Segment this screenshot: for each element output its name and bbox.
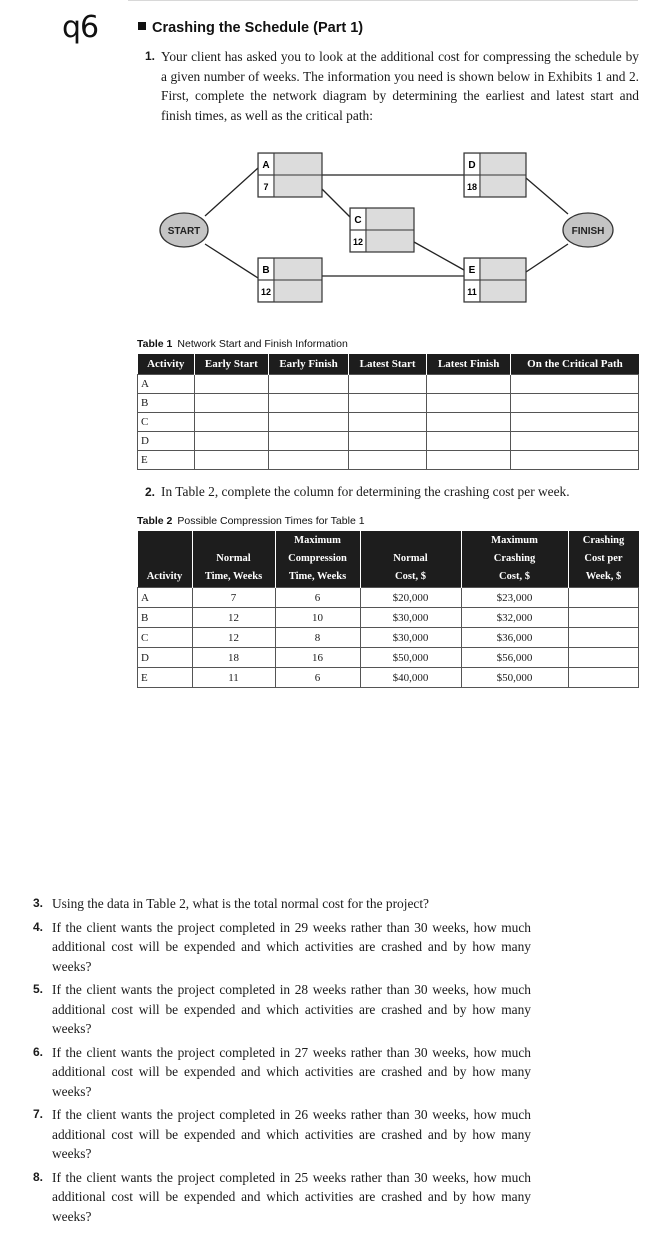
table-row <box>138 375 639 394</box>
header-line: Week, $ <box>585 571 622 582</box>
blank-cell[interactable] <box>268 394 349 413</box>
header-line: Time, Weeks <box>288 571 347 582</box>
question-number-label: 6. <box>33 1044 44 1059</box>
blank-cell[interactable] <box>349 451 427 470</box>
activity-cell: E <box>138 668 193 688</box>
max-crashing-cost-cell: $36,000 <box>461 628 568 648</box>
activity-cell: D <box>138 648 193 668</box>
header-line: Cost, $ <box>499 571 530 582</box>
table-1-activity-cell: E <box>138 451 195 470</box>
header-line: Normal <box>216 553 251 564</box>
activity-node-e <box>464 258 526 302</box>
max-compression-cell: 10 <box>275 608 360 628</box>
max-crashing-cost-cell: $32,000 <box>461 608 568 628</box>
node-e-label: E <box>468 265 476 276</box>
normal-cost-cell: $30,000 <box>360 628 461 648</box>
blank-cell[interactable] <box>349 413 427 432</box>
max-compression-cell: 8 <box>275 628 360 648</box>
table-1-header-row <box>138 354 639 375</box>
header-line: Maximum <box>491 535 538 546</box>
start-label: START <box>167 226 201 237</box>
question-6 <box>33 1043 531 1102</box>
table-row <box>138 432 639 451</box>
blank-cell[interactable] <box>426 375 511 394</box>
node-d-duration: 18 <box>466 182 478 192</box>
question-7 <box>33 1105 531 1164</box>
blank-cell[interactable] <box>268 432 349 451</box>
header-line: Crashing <box>582 535 625 546</box>
blank-cell[interactable] <box>349 375 427 394</box>
table-1-col-header: Latest Start <box>349 354 427 375</box>
question-4 <box>33 918 531 977</box>
blank-cell[interactable] <box>511 394 639 413</box>
blank-cell[interactable] <box>511 413 639 432</box>
normal-time-cell: 18 <box>192 648 275 668</box>
activity-cell: A <box>138 588 193 608</box>
table-1-col-header: Early Finish <box>268 354 349 375</box>
table-2-col-crashing-cost <box>568 531 639 588</box>
table-2-col-activity <box>138 531 193 588</box>
normal-cost-cell: $30,000 <box>360 608 461 628</box>
question-number-label: 3. <box>33 896 44 910</box>
table-1-activity-cell: D <box>138 432 195 451</box>
normal-time-cell: 12 <box>192 628 275 648</box>
table-2-col-max-crashing <box>461 531 568 588</box>
arrow-a-c <box>322 189 350 217</box>
table-2-header-row <box>138 531 639 588</box>
blank-cell[interactable] <box>268 451 349 470</box>
question-number-label: 4. <box>33 919 44 934</box>
node-c-duration: 12 <box>352 237 364 247</box>
table-1-col-header: Early Start <box>195 354 269 375</box>
normal-time-cell: 7 <box>192 588 275 608</box>
arrow-e-finish <box>526 244 568 272</box>
crashing-cost-cell[interactable] <box>568 668 639 688</box>
node-a-duration: 7 <box>263 182 269 192</box>
arrow-d-finish <box>526 178 568 214</box>
table-2-col-normal-time <box>192 531 275 588</box>
bullet-square-icon <box>138 22 146 30</box>
normal-time-cell: 11 <box>192 668 275 688</box>
crashing-cost-cell[interactable] <box>568 588 639 608</box>
blank-cell[interactable] <box>511 451 639 470</box>
header-line: Normal <box>393 553 428 564</box>
blank-cell[interactable] <box>195 394 269 413</box>
max-crashing-cost-cell: $50,000 <box>461 668 568 688</box>
node-b-label: B <box>262 265 270 276</box>
question-number-label: 5. <box>33 982 44 996</box>
blank-cell[interactable] <box>426 413 511 432</box>
arrow-c-e <box>414 242 464 270</box>
blank-cell[interactable] <box>195 413 269 432</box>
blank-cell[interactable] <box>349 394 427 413</box>
table-row <box>138 628 639 648</box>
table-row <box>138 394 639 413</box>
finish-node <box>563 213 613 247</box>
table-row <box>138 413 639 432</box>
blank-cell[interactable] <box>426 432 511 451</box>
question-number-label: 8. <box>33 1169 44 1184</box>
question-3 <box>33 894 531 914</box>
table-2-caption <box>137 515 365 527</box>
blank-cell[interactable] <box>349 432 427 451</box>
question-2-text: In Table 2, complete the column for determining the crashing cost per week. <box>161 484 570 499</box>
max-compression-cell: 6 <box>275 668 360 688</box>
question-1-number: 1. <box>145 49 156 63</box>
crashing-cost-cell[interactable] <box>568 648 639 668</box>
table-row <box>138 451 639 470</box>
table-1-col-header: Latest Finish <box>426 354 511 375</box>
activity-node-d <box>464 153 526 197</box>
question-1 <box>145 47 639 125</box>
arrow-start-a <box>205 168 258 216</box>
table-row <box>138 608 639 628</box>
table-row <box>138 648 639 668</box>
table-1-label: Table 1 <box>137 338 173 350</box>
table-row <box>138 668 639 688</box>
blank-cell[interactable] <box>511 375 639 394</box>
question-text: If the client wants the project completed in 27 weeks rather than 30 weeks, how much additional cost will be expended and which activities are crashed and by how many weeks? <box>52 1044 531 1099</box>
normal-cost-cell: $20,000 <box>360 588 461 608</box>
table-1-col-header: Activity <box>138 354 195 375</box>
blank-cell[interactable] <box>195 375 269 394</box>
header-line: Maximum <box>294 535 341 546</box>
question-text: Using the data in Table 2, what is the total normal cost for the project? <box>52 896 429 911</box>
max-crashing-cost-cell: $56,000 <box>461 648 568 668</box>
header-line: Crashing <box>493 553 536 564</box>
table-2-label: Table 2 <box>137 515 173 527</box>
table-row <box>138 588 639 608</box>
start-node <box>160 213 208 247</box>
normal-cost-cell: $50,000 <box>360 648 461 668</box>
table-1-title: Network Start and Finish Information <box>177 338 348 350</box>
question-5 <box>33 980 531 1039</box>
table-2-col-max-compression <box>275 531 360 588</box>
node-c-label: C <box>354 215 362 226</box>
blank-cell[interactable] <box>426 394 511 413</box>
table-1-col-header: On the Critical Path <box>511 354 639 375</box>
activity-node-c <box>350 208 414 252</box>
question-1-text: Your client has asked you to look at the additional cost for compressing the schedule by a given number of weeks. The information you need is shown below in Exhibits 1 and 2. First, complete the network diagram by determining the earliest and latest start and finish times, as well as the critical path: <box>161 49 639 123</box>
table-1-activity-cell: B <box>138 394 195 413</box>
node-a-label: A <box>262 160 270 171</box>
activity-node-b <box>258 258 322 302</box>
table-2 <box>137 531 639 688</box>
question-number: q6 <box>62 10 99 45</box>
arrow-start-b <box>205 244 258 278</box>
section-title-text: Crashing the Schedule (Part 1) <box>152 20 364 36</box>
node-b-duration: 12 <box>260 287 272 297</box>
crashing-cost-cell[interactable] <box>568 608 639 628</box>
header-line: Time, Weeks <box>204 571 263 582</box>
crashing-cost-cell[interactable] <box>568 628 639 648</box>
table-1-activity-cell: C <box>138 413 195 432</box>
blank-cell[interactable] <box>426 451 511 470</box>
question-text: If the client wants the project completed in 25 weeks rather than 30 weeks, how much additional cost will be expended and which activities are crashed and by how many weeks? <box>52 1169 531 1224</box>
question-8 <box>33 1168 531 1227</box>
max-crashing-cost-cell: $23,000 <box>461 588 568 608</box>
question-text: If the client wants the project completed in 29 weeks rather than 30 weeks, how much additional cost will be expended and which activities are crashed and by how many weeks? <box>52 919 531 974</box>
max-compression-cell: 16 <box>275 648 360 668</box>
question-text: If the client wants the project completed in 26 weeks rather than 30 weeks, how much additional cost will be expended and which activities are crashed and by how many weeks? <box>52 1107 531 1161</box>
header-line: Compression <box>288 553 347 564</box>
question-2-number: 2. <box>145 485 156 499</box>
top-rule <box>128 0 638 1</box>
max-compression-cell: 6 <box>275 588 360 608</box>
question-list <box>33 894 531 1230</box>
question-number-label: 7. <box>33 1107 44 1121</box>
question-text: If the client wants the project completed in 28 weeks rather than 30 weeks, how much additional cost will be expended and which activities are crashed and by how many weeks? <box>52 982 531 1036</box>
section-title <box>138 20 363 36</box>
network-diagram <box>150 148 620 314</box>
activity-node-a <box>258 153 322 197</box>
blank-cell[interactable] <box>195 451 269 470</box>
blank-cell[interactable] <box>268 413 349 432</box>
activity-cell: B <box>138 608 193 628</box>
blank-cell[interactable] <box>195 432 269 451</box>
table-1-activity-cell: A <box>138 375 195 394</box>
finish-label: FINISH <box>571 226 605 237</box>
header-line: Cost per <box>584 553 623 564</box>
normal-time-cell: 12 <box>192 608 275 628</box>
blank-cell[interactable] <box>268 375 349 394</box>
table-2-col-normal-cost <box>360 531 461 588</box>
node-e-duration: 11 <box>467 287 477 297</box>
table-1 <box>137 354 639 470</box>
question-2 <box>145 484 570 500</box>
table-1-caption <box>137 338 348 350</box>
activity-cell: C <box>138 628 193 648</box>
blank-cell[interactable] <box>511 432 639 451</box>
normal-cost-cell: $40,000 <box>360 668 461 688</box>
node-d-label: D <box>468 160 476 171</box>
header-line: Activity <box>146 571 183 582</box>
table-2-title: Possible Compression Times for Table 1 <box>177 515 365 527</box>
header-line: Cost, $ <box>395 571 426 582</box>
